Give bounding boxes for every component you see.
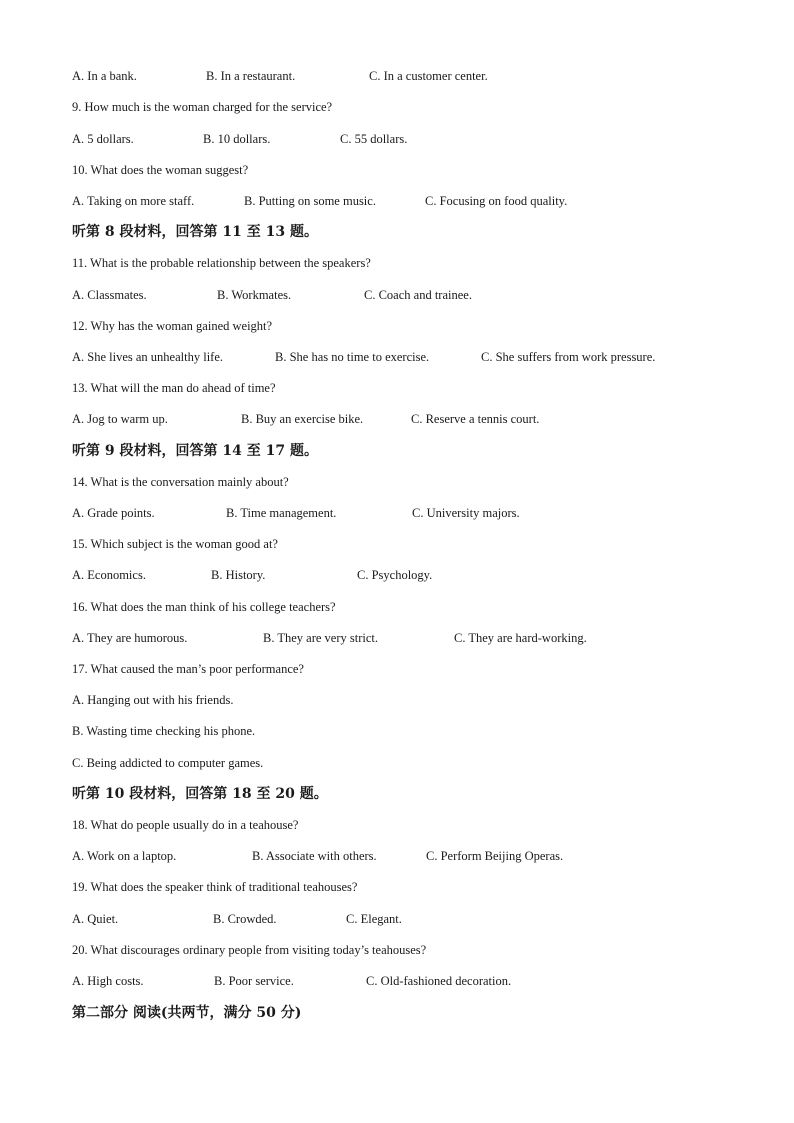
q18-option-c: C. Perform Beijing Operas. — [426, 849, 564, 863]
part-2-heading: 第二部分 阅读(共两节，满分 50 分) — [72, 1005, 302, 1021]
q18-question: 18. What do people usually do in a teahouse? — [72, 818, 299, 832]
q13-option-b: B. Buy an exercise bike. — [241, 412, 364, 426]
q11-option-b: B. Workmates. — [217, 288, 292, 302]
section-10-heading: 听第 10 段材料，回答第 18 至 20 题。 — [72, 786, 328, 802]
q15-option-b: B. History. — [211, 568, 266, 582]
q15-option-a: A. Economics. — [72, 568, 146, 582]
q9-option-b: B. 10 dollars. — [203, 132, 271, 146]
q11-option-c: C. Coach and trainee. — [364, 288, 472, 302]
q19-option-c: C. Elegant. — [346, 912, 402, 926]
q16-option-b: B. They are very strict. — [263, 631, 379, 645]
q20-question: 20. What discourages ordinary people from visiting today’s teahouses? — [72, 943, 427, 957]
q17-question: 17. What caused the man’s poor performance? — [72, 662, 304, 676]
q12-question: 12. Why has the woman gained weight? — [72, 319, 273, 333]
q11-option-a: A. Classmates. — [72, 288, 147, 302]
q18-option-b: B. Associate with others. — [252, 849, 377, 863]
q15-option-c: C. Psychology. — [357, 568, 433, 582]
q8-option-a: A. In a bank. — [72, 69, 137, 83]
q14-option-b: B. Time management. — [226, 506, 337, 520]
q9-question: 9. How much is the woman charged for the service? — [72, 100, 333, 114]
q16-option-a: A. They are humorous. — [72, 631, 188, 645]
q10-option-b: B. Putting on some music. — [244, 194, 376, 208]
q20-option-a: A. High costs. — [72, 974, 144, 988]
section-8-heading: 听第 8 段材料，回答第 11 至 13 题。 — [72, 224, 318, 240]
q9-option-c: C. 55 dollars. — [340, 132, 408, 146]
q12-option-a: A. She lives an unhealthy life. — [72, 350, 224, 364]
q17-option-c: C. Being addicted to computer games. — [72, 756, 264, 770]
q16-option-c: C. They are hard-working. — [454, 631, 587, 645]
q10-question: 10. What does the woman suggest? — [72, 163, 249, 177]
q20-option-b: B. Poor service. — [214, 974, 294, 988]
q8-option-b: B. In a restaurant. — [206, 69, 296, 83]
q12-option-b: B. She has no time to exercise. — [275, 350, 430, 364]
q19-question: 19. What does the speaker think of traditional teahouses? — [72, 880, 358, 894]
q13-question: 13. What will the man do ahead of time? — [72, 381, 276, 395]
q18-option-a: A. Work on a laptop. — [72, 849, 177, 863]
q14-question: 14. What is the conversation mainly about? — [72, 475, 289, 489]
q17-option-a: A. Hanging out with his friends. — [72, 693, 234, 707]
section-9-heading: 听第 9 段材料，回答第 14 至 17 题。 — [72, 443, 318, 459]
q11-question: 11. What is the probable relationship between the speakers? — [72, 256, 371, 270]
q14-option-c: C. University majors. — [412, 506, 520, 520]
q16-question: 16. What does the man think of his college teachers? — [72, 600, 336, 614]
q8-option-c: C. In a customer center. — [369, 69, 488, 83]
q15-question: 15. Which subject is the woman good at? — [72, 537, 278, 551]
q10-option-a: A. Taking on more staff. — [72, 194, 195, 208]
q12-option-c: C. She suffers from work pressure. — [481, 350, 656, 364]
q9-option-a: A. 5 dollars. — [72, 132, 134, 146]
q13-option-a: A. Jog to warm up. — [72, 412, 168, 426]
q10-option-c: C. Focusing on food quality. — [425, 194, 568, 208]
q14-option-a: A. Grade points. — [72, 506, 155, 520]
q17-option-b: B. Wasting time checking his phone. — [72, 724, 256, 738]
q20-option-c: C. Old-fashioned decoration. — [366, 974, 512, 988]
q19-option-a: A. Quiet. — [72, 912, 119, 926]
q13-option-c: C. Reserve a tennis court. — [411, 412, 540, 426]
q19-option-b: B. Crowded. — [213, 912, 277, 926]
